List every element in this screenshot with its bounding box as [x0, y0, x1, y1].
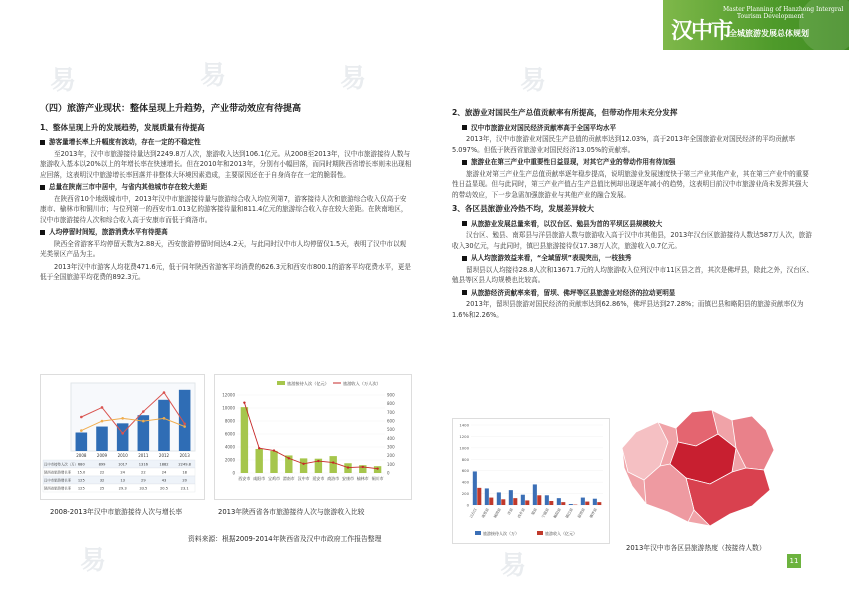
- y-tick-label: 2000: [224, 457, 235, 463]
- series-point: [376, 467, 378, 469]
- bar: [241, 407, 248, 473]
- bar: [593, 499, 597, 505]
- x-tick-label: 延安市: [312, 476, 325, 481]
- y-tick-label: 1200: [459, 433, 469, 439]
- left-column: [40, 104, 412, 285]
- y2-tick-label: 400: [387, 435, 395, 441]
- subsection-title: 2、旅游业对国民生产总值贡献率有所提高，但带动作用未充分发挥: [452, 108, 678, 117]
- y-tick-label: 1400: [459, 422, 469, 428]
- right-column: [452, 104, 814, 322]
- bar: [158, 400, 170, 451]
- bullet-text: 从旅游业发展总量来看，以汉台区、勉县为首的平坝区县规模较大: [471, 219, 663, 228]
- table-cell: 1316: [138, 462, 148, 467]
- series-point: [362, 466, 364, 468]
- paragraph: 2013年汉中市游客人均花费471.6元，低于同年陕西省游客平均消费的626.3元和西安市800.1的游客平均花费水平，更是低于全国旅游平均花费的892.3元。: [40, 262, 411, 281]
- table-cell: 29.3: [118, 486, 127, 491]
- table-cell: 20.5: [159, 486, 169, 491]
- x-tick-label: 洋县: [506, 507, 514, 516]
- chart-panel-growth: [40, 374, 205, 500]
- table-cell: 22: [141, 470, 146, 475]
- legend-swatch: [537, 531, 543, 535]
- bullet-text: 汉中市旅游业对国民经济贡献率高于全国平均水平: [471, 123, 617, 132]
- y2-tick-label: 700: [387, 409, 395, 415]
- plot-area: [71, 383, 195, 451]
- series-point: [183, 423, 186, 426]
- square-bullet-icon: [40, 140, 45, 145]
- bar: [179, 390, 191, 451]
- paragraph: 在陕西省10个地级城市中，2013年汉中市旅游接待量与旅游综合收入均位列第7，游客接待人次和旅游综合收入仅高于安康市、榆林市和铜川市；与位列第一的西安市1.013亿的游客接待量和811.4亿元的旅游综合收入存在较大差距。在陕南地区，汉中市旅游接待人次和综合收入高于安康市而低于商洛市。: [40, 194, 408, 224]
- bar: [513, 498, 517, 505]
- y2-tick-label: 300: [387, 444, 395, 450]
- table-cell: 24: [161, 470, 167, 475]
- section-title: （四）旅游产业现状：整体呈现上升趋势，产业带动效应有待提高: [40, 104, 302, 114]
- bullet-heading: [40, 137, 412, 148]
- y-tick-label: 4000: [224, 444, 235, 450]
- y-tick-label: 800: [461, 456, 469, 462]
- bar: [561, 502, 565, 505]
- figure-caption: 2008-2013年汉中市旅游接待人次与增长率: [50, 508, 183, 516]
- bullet-heading: [452, 123, 814, 134]
- table-cell: 899: [98, 462, 106, 467]
- watermark: 易: [500, 551, 527, 581]
- x-tick-label: 商洛市: [327, 476, 340, 481]
- bar: [521, 495, 525, 505]
- x-tick-label: 咸阳市: [253, 476, 266, 481]
- square-bullet-icon: [40, 185, 45, 190]
- bar: [525, 500, 529, 505]
- bullet-text: 旅游业在第三产业中重要性日益显现，对其它产业的带动作用有待加强: [471, 158, 676, 166]
- y-tick-label: 10000: [222, 405, 235, 411]
- table-cell: 2249.8: [178, 462, 191, 467]
- bar: [256, 449, 263, 473]
- square-bullet-icon: [462, 125, 467, 130]
- y2-tick-label: 900: [387, 392, 395, 398]
- legend-swatch: [277, 381, 285, 385]
- x-tick-label: 2008: [76, 453, 87, 458]
- x-tick-label: 佛坪县: [589, 507, 598, 519]
- bar: [581, 498, 585, 505]
- bar: [501, 499, 505, 505]
- page-number: 11: [787, 554, 801, 568]
- series-point: [332, 461, 334, 463]
- table-cell: 24: [120, 470, 125, 475]
- square-bullet-icon: [462, 256, 467, 261]
- square-bullet-icon: [40, 230, 45, 235]
- square-bullet-icon: [462, 290, 467, 295]
- x-tick-label: 略阳县: [553, 507, 562, 519]
- series-point: [163, 391, 166, 394]
- x-tick-label: 2013: [179, 453, 190, 458]
- bar: [485, 488, 489, 505]
- table-cell: 29: [141, 478, 146, 483]
- series-point: [80, 429, 83, 432]
- table-cell: 22: [99, 470, 105, 475]
- series-line: [244, 403, 377, 469]
- y2-tick-label: 600: [387, 418, 395, 424]
- bullet-heading: [40, 182, 412, 193]
- bar: [477, 488, 481, 505]
- table-cell: 25: [99, 486, 105, 491]
- table-cell: 125: [77, 486, 85, 491]
- chart-counties: [453, 419, 609, 543]
- county-heat-map: [614, 392, 786, 542]
- series-point: [142, 410, 145, 413]
- paragraph: 至2013年，汉中市旅游接待量达到2249.8万人次，旅游收入达到106.1亿元。从2008至2013年，汉中市旅游接待人数与旅游收入基本以20%以上的年增长率在快速增长。但在2010年和2013年，分别有小幅回落，而同时期陕西省增长率则未出现相应回落，这表明汉中旅游增长率回落并非整体大环境因素造成，主要原因还在于自身尚存在一定的脆弱性。: [40, 149, 412, 179]
- series-point: [258, 447, 260, 449]
- x-tick-label: 宝鸡市: [268, 476, 280, 481]
- table-cell: 18: [182, 470, 187, 475]
- table-row-label: 陕西省旅游增长率: [44, 470, 72, 475]
- bar: [557, 498, 561, 505]
- subsection-title: 1、整体呈现上升的发展趋势，发展质量有待提高: [40, 122, 205, 132]
- legend-label: 旅游接待人次（亿元）: [287, 381, 329, 386]
- bar: [300, 458, 307, 473]
- paragraph: 旅游业对第三产业生产总值贡献率逐年稳步提高，说明旅游业发展速度快于第三产业其他产业，其在第三产业中的重要性日益显现。但与此同时，第三产业产值占生产总值比例却出现逐年减小的趋势，这表明目前汉中市旅游业尚未发挥其强大的带动效应，下一步急需加强旅游业与其他产业的融合发展。: [452, 169, 809, 199]
- bar: [537, 495, 541, 505]
- series-point: [183, 425, 186, 428]
- y-tick-label: 8000: [224, 418, 235, 424]
- x-tick-label: 2009: [96, 453, 108, 458]
- chart-panel-cities: [214, 374, 412, 500]
- y2-tick-label: 800: [387, 401, 395, 407]
- x-tick-label: 城固县: [493, 507, 502, 519]
- bullet-heading: [452, 288, 814, 299]
- x-tick-label: 2010: [117, 453, 128, 458]
- y-tick-label: 12000: [222, 392, 235, 398]
- series-point: [80, 416, 83, 419]
- x-tick-label: 渭南市: [282, 476, 295, 481]
- series-point: [273, 449, 275, 451]
- map-panel: [614, 392, 786, 542]
- series-point: [347, 466, 349, 468]
- series-point: [317, 460, 319, 462]
- x-tick-label: 宁强县: [541, 507, 550, 519]
- x-tick-label: 铜川市: [371, 476, 384, 481]
- table-cell: 33.5: [139, 486, 148, 491]
- x-tick-label: 西安市: [238, 476, 251, 481]
- x-tick-label: 2012: [158, 453, 170, 458]
- table-row-label: 汉中市接待人次（万）: [44, 462, 78, 467]
- x-tick-label: 2011: [138, 453, 149, 458]
- paragraph: 汉台区、勉县、南郑县与洋县旅游人数与旅游收入高于汉中市其他县，2013年汉台区旅游接待人数达587万人次，旅游收入30亿元，与此同时，镇巴县旅游接待仅17.38万人次，旅游收入0.7亿元。: [452, 231, 812, 250]
- bullet-text: 游客量增长率上升幅度有波动，存在一定的不稳定性: [49, 138, 201, 146]
- map-caption: 2013年汉中市各区县旅游热度（按接待人数）: [626, 544, 766, 552]
- bullet-text: 总量在陕南三市中居中，与省内其他城市存在较大差距: [49, 183, 208, 191]
- bullet-heading: [452, 219, 814, 230]
- x-tick-label: 勉县: [530, 507, 538, 516]
- series-point: [121, 432, 124, 435]
- watermark: 易: [340, 64, 367, 94]
- watermark: 易: [200, 61, 227, 91]
- subsection-title: 3、各区县旅游业冷热不均，发展差异较大: [452, 204, 594, 213]
- x-tick-label: 榆林市: [356, 476, 369, 481]
- y-tick-label: 0: [466, 502, 469, 508]
- table-cell: 32: [99, 478, 105, 483]
- bar: [76, 433, 88, 451]
- table-cell: 680: [77, 462, 85, 467]
- table-row-label: 陕西省旅游增长率: [44, 486, 72, 491]
- bullet-heading: [452, 157, 814, 168]
- series-point: [243, 401, 245, 403]
- y2-tick-label: 200: [387, 453, 395, 459]
- series-point: [288, 457, 290, 459]
- y2-tick-label: 100: [387, 461, 395, 467]
- bullet-text: 从人均旅游效益来看，“全域留坝”表现突出，一枝独秀: [471, 254, 632, 262]
- square-bullet-icon: [462, 221, 467, 226]
- legend-label: 旅游收入（亿元）: [545, 531, 577, 536]
- logo: 汉中市: [671, 18, 732, 44]
- legend-label: 旅游接待人次（万）: [483, 531, 519, 536]
- x-tick-label: 留坝县: [577, 507, 586, 519]
- y2-tick-label: 0: [387, 470, 390, 476]
- paragraph: 2013年，汉中市旅游业对国民生产总值的贡献率达到12.03%，高于2013年全国旅游业对国民经济的平均贡献率5.097%。但低于陕西省旅游业对国民经济13.05%的贡献率。: [452, 135, 796, 154]
- bar: [549, 501, 553, 505]
- table-cell: 13: [120, 478, 125, 483]
- bar: [330, 456, 337, 473]
- x-tick-label: 安康市: [342, 476, 354, 481]
- paragraph: 留坝县以人均接待28.8人次和13671.7元的人均旅游收入位列汉中市11区县之首，其次是佛坪县，除此之外，汉台区、勉县等区县人均规模也比较高。: [452, 265, 814, 284]
- bullet-text: 从旅游经济贡献率来看，留坝、佛坪等区县旅游业对经济的拉动更明显: [471, 288, 676, 297]
- brand-en-line1: Master Planning of Hanzhong Intergral: [723, 6, 844, 13]
- table-row-label: 汉中市旅游增长率: [44, 478, 72, 483]
- watermark: 易: [50, 66, 77, 96]
- table-cell: 23.1: [180, 486, 189, 491]
- series-point: [121, 417, 124, 420]
- figure-caption: 2013年陕西省各市旅游接待人次与旅游收入比较: [218, 508, 365, 516]
- legend-swatch: [475, 531, 481, 535]
- brand-en-line2: Tourism Development: [737, 13, 804, 20]
- y2-tick-label: 500: [387, 427, 395, 433]
- y-tick-label: 600: [461, 468, 469, 474]
- y-tick-label: 200: [461, 491, 469, 497]
- y-tick-label: 1000: [459, 445, 469, 451]
- brand-chinese: 全城旅游发展总体规划: [729, 29, 809, 38]
- paragraph: 陕西全省游客平均停留天数为2.88天，西安旅游停留时间达4.2天，与此同时汉中市人均停留仅1.5天，表明了汉中市以观光类景区产品为主。: [40, 239, 407, 258]
- bar: [545, 495, 549, 505]
- bar: [497, 492, 501, 505]
- table-cell: 125: [77, 478, 85, 483]
- source-note: 资料来源：根据2009-2014年陕西省及汉中市政府工作报告整理: [188, 535, 382, 543]
- bullet-heading: [452, 253, 814, 264]
- table-cell: 1017: [118, 462, 128, 467]
- x-tick-label: 南郑县: [481, 507, 490, 519]
- table-cell: 1882: [159, 462, 169, 467]
- y-tick-label: 6000: [224, 431, 235, 437]
- legend-label: 旅游收入（万人次）: [343, 381, 381, 386]
- x-tick-label: 镇巴县: [565, 507, 574, 519]
- watermark: 易: [520, 66, 547, 96]
- bar: [569, 504, 573, 505]
- bullet-heading: [40, 227, 412, 238]
- x-tick-label: 汉台区: [469, 507, 478, 519]
- table-cell: 20: [182, 478, 187, 483]
- paragraph: 2013年，留坝县旅游对国民经济的贡献率达到62.86%，佛坪县达到27.28%；而镇巴县和略阳县的旅游贡献率仅为1.6%和2.26%。: [452, 300, 804, 319]
- bar: [585, 502, 589, 505]
- bar: [473, 471, 477, 505]
- square-bullet-icon: [462, 160, 467, 165]
- header-banner: [663, 0, 849, 50]
- bar: [96, 427, 108, 451]
- series-point: [142, 420, 145, 423]
- bar: [509, 490, 513, 505]
- table-cell: 43: [161, 478, 167, 483]
- x-tick-label: 西乡县: [517, 507, 526, 519]
- y-tick-label: 400: [461, 479, 469, 485]
- bar: [533, 484, 537, 505]
- chart-panel-counties: [452, 418, 610, 544]
- bar: [489, 498, 493, 505]
- series-point: [101, 406, 104, 409]
- series-point: [302, 463, 304, 465]
- chart-growth: [41, 375, 204, 499]
- series-point: [163, 417, 166, 420]
- y-tick-label: 0: [232, 470, 235, 476]
- x-tick-label: 汉中市: [297, 476, 310, 481]
- chart-cities: [215, 375, 411, 499]
- bar: [270, 451, 277, 473]
- table-cell: 15.0: [77, 470, 86, 475]
- bullet-text: 人均停留时间短，旅游消费水平有待提高: [49, 228, 168, 236]
- watermark: 易: [80, 546, 107, 576]
- series-point: [101, 420, 104, 423]
- bar: [597, 502, 601, 505]
- brand-english: [723, 6, 843, 20]
